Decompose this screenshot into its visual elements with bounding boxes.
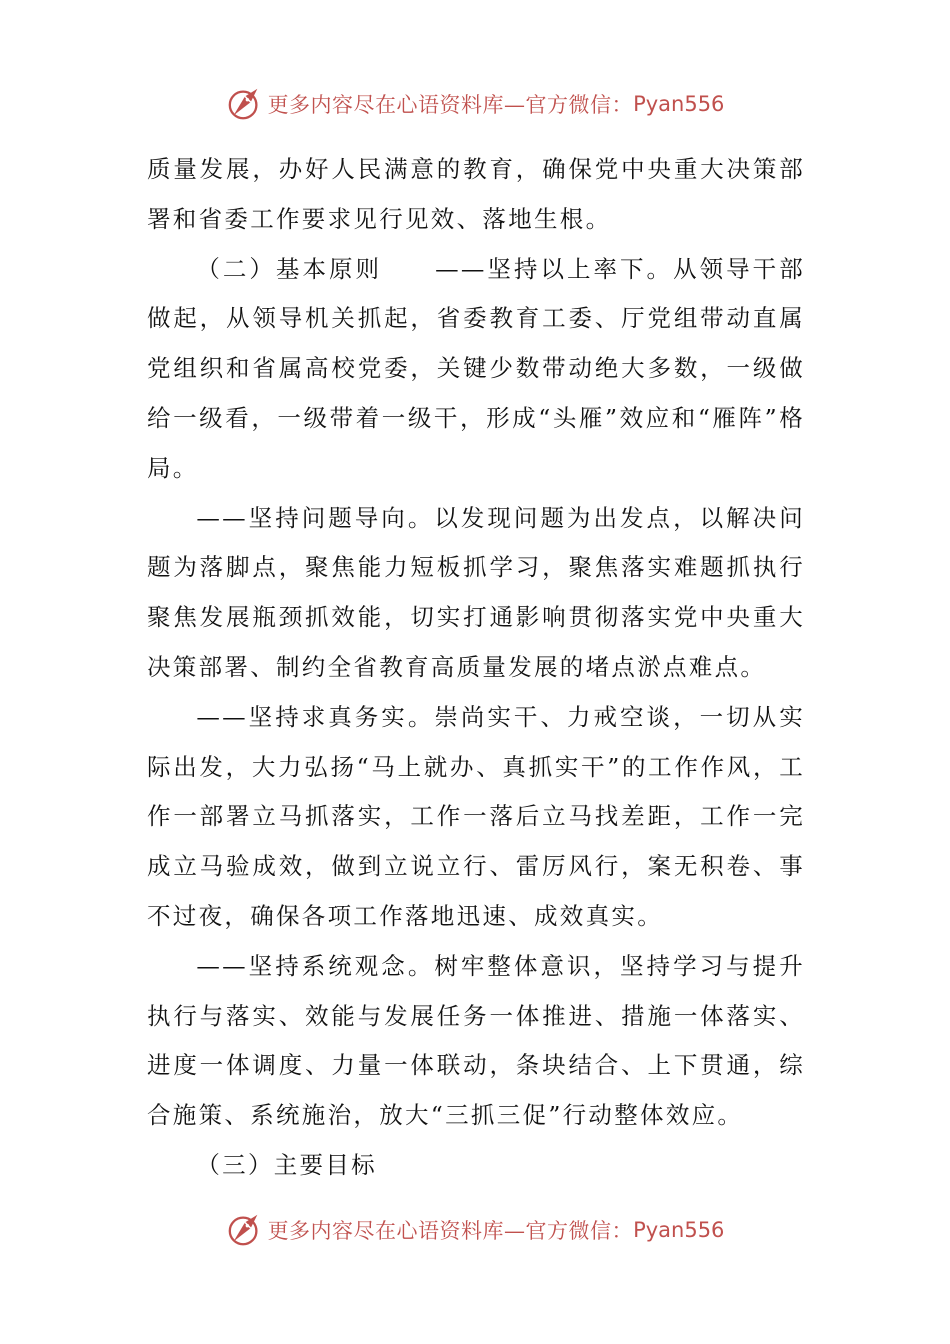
header-banner [0, 82, 950, 126]
paragraph-4-seek-truth: ——坚持求真务实。崇尚实干、力戒空谈，一切从实际出发，大力弘扬“马上就办、真抓实干”的工作作风，工作一部署立马抓落实，工作一落后立马找差距，工作一完成立马验成效，做到立说立行、雷厉风行，案无积卷、事不过夜，确保各项工作落地迅速、成效真实。 [147, 702, 805, 930]
pen-nib-logo-icon [226, 1211, 264, 1249]
footer-banner [0, 1208, 950, 1252]
document-body [147, 145, 805, 1191]
header-wechat-id: Pyan556 [633, 92, 725, 116]
paragraph-6-main-goals-heading: （三）主要目标 [196, 1150, 377, 1179]
paragraph-5-systematic: ——坚持系统观念。树牢整体意识，坚持学习与提升执行与落实、效能与发展任务一体推进、措施一体落实、进度一体调度、力量一体联动，条块结合、上下贯通，综合施策、系统施治，放大“三抓三促”行动整体效应。 [147, 951, 805, 1130]
paragraph-2-basic-principles: （二）基本原则 ——坚持以上率下。从领导干部做起，从领导机关抓起，省委教育工委、厅党组带动直属党组织和省属高校党委，关键少数带动绝大多数，一级做给一级看，一级带着一级干，形成“头雁”效应和“雁阵”格局。 [147, 254, 805, 482]
paragraph-1: 质量发展，办好人民满意的教育，确保党中央重大决策部署和省委工作要求见行见效、落地生根。 [147, 155, 805, 233]
footer-wechat-id: Pyan556 [633, 1218, 725, 1242]
pen-nib-logo-icon [226, 85, 264, 123]
header-banner-text: 更多内容尽在心语资料库—官方微信： [267, 93, 634, 117]
paragraph-3-problem-oriented: ——坚持问题导向。以发现问题为出发点，以解决问题为落脚点，聚焦能力短板抓学习，聚焦落实难题抓执行聚焦发展瓶颈抓效能，切实打通影响贯彻落实党中央重大决策部署、制约全省教育高质量发展的堵点淤点难点。 [147, 503, 805, 681]
footer-banner-text: 更多内容尽在心语资料库—官方微信： [267, 1219, 634, 1243]
